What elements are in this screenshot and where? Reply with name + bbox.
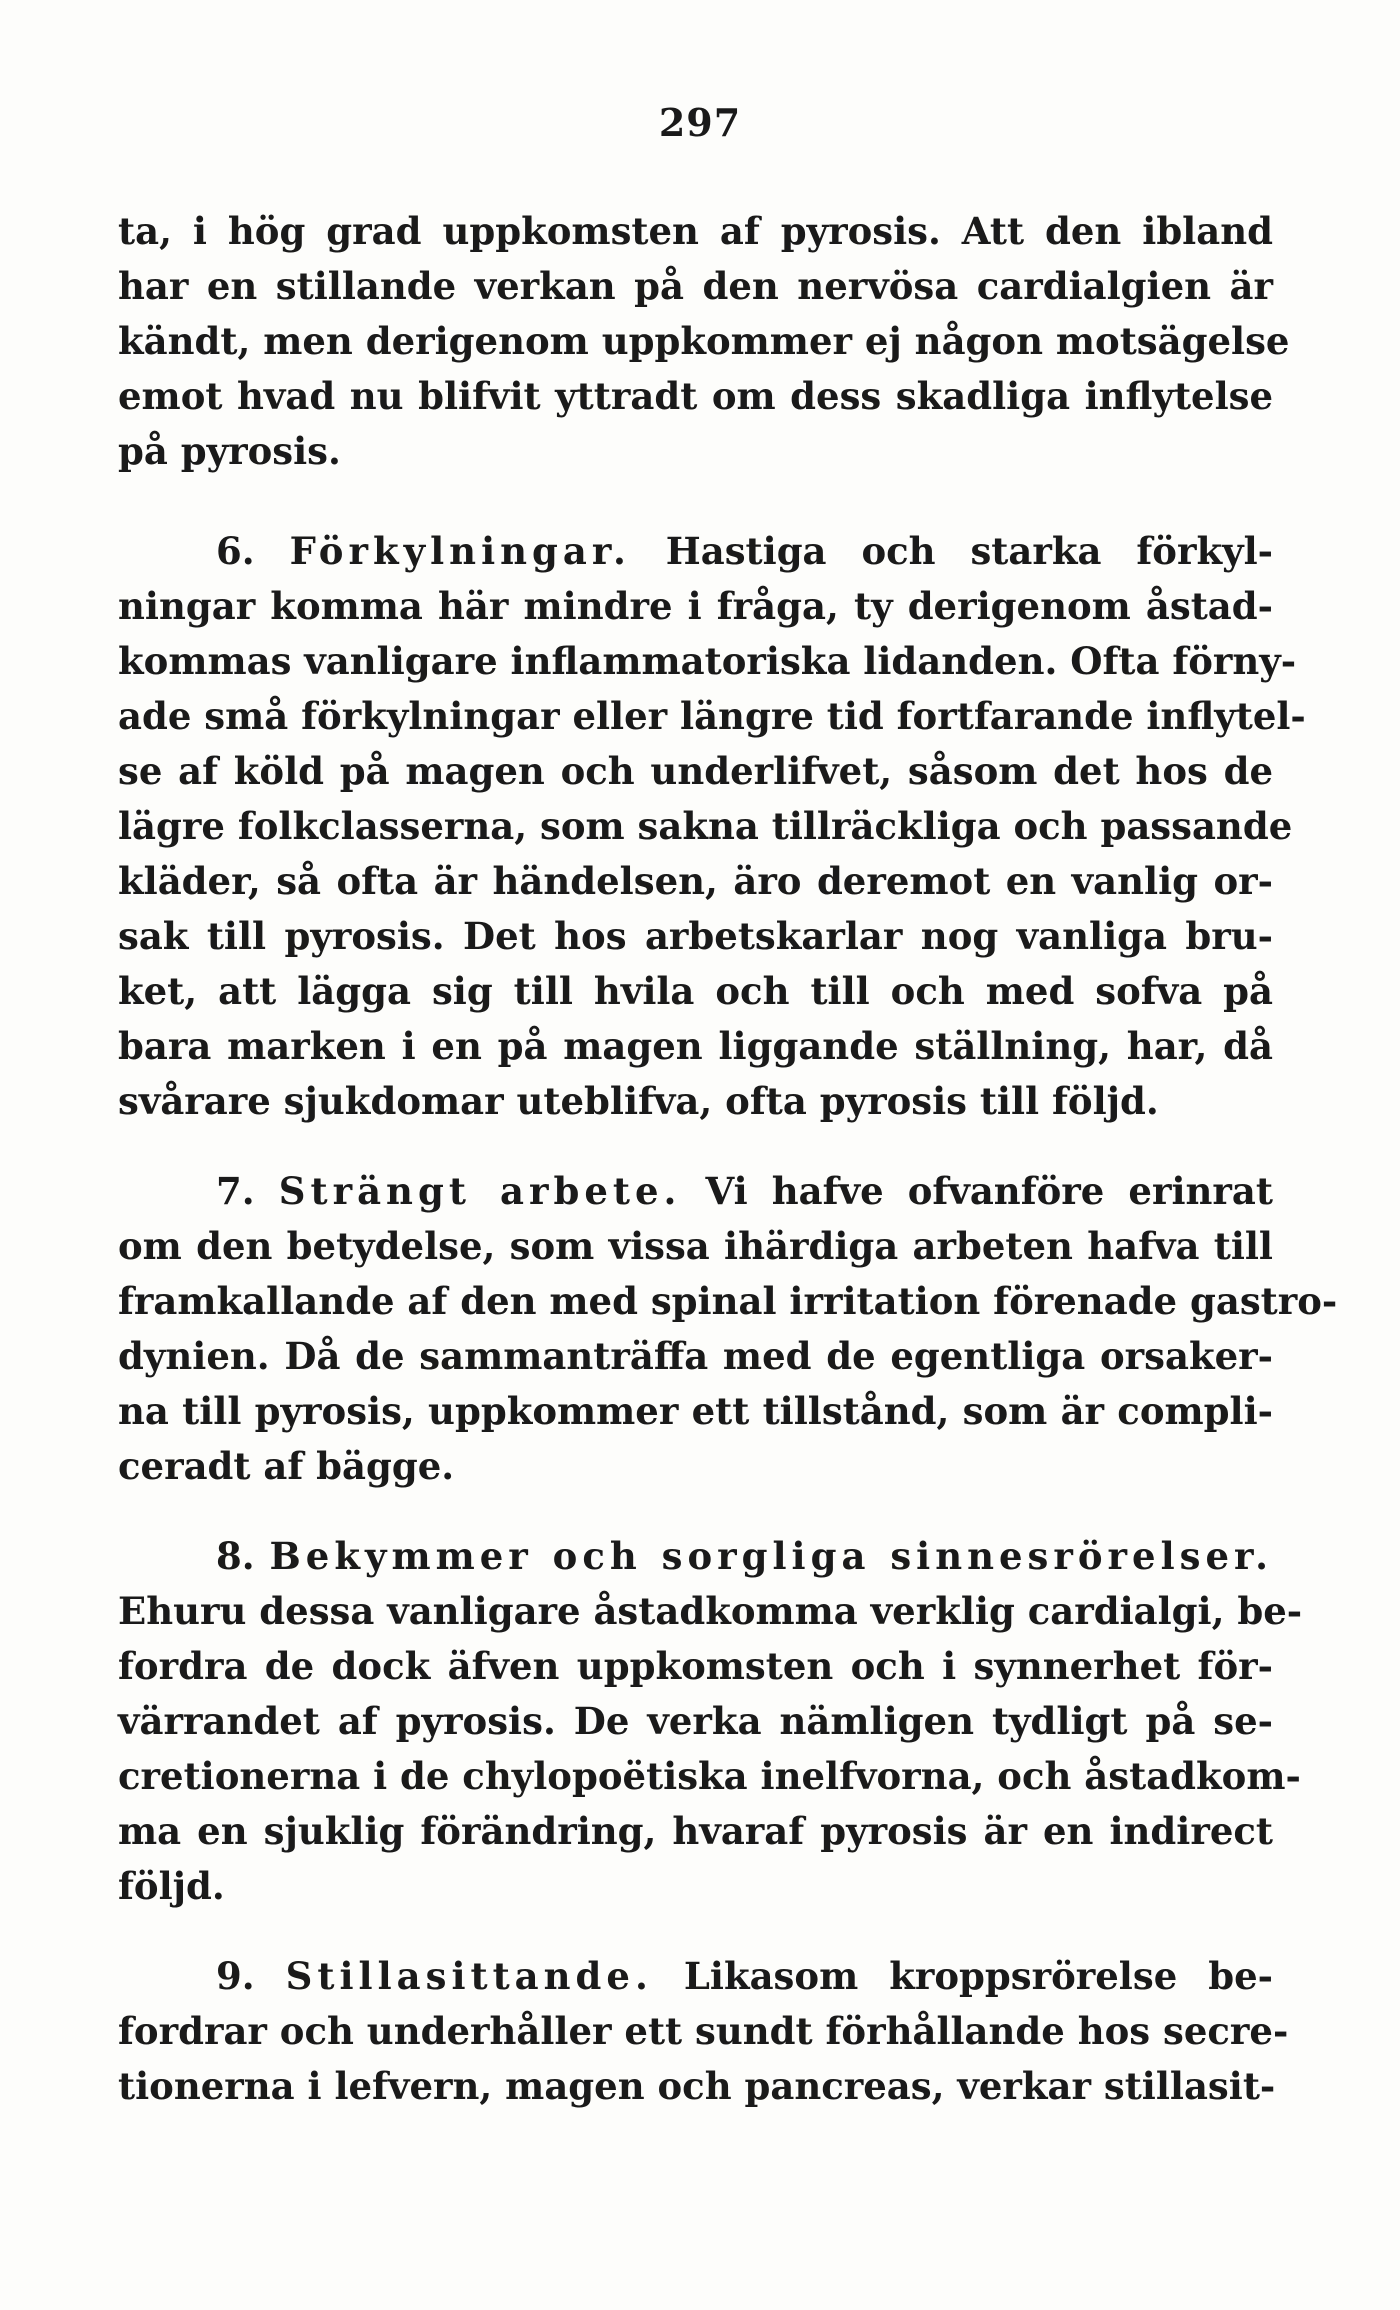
section-heading: Bekymmer och sorgliga sinnesrörelser. bbox=[269, 1534, 1273, 1578]
text-line: ceradt af bägge. bbox=[118, 1444, 455, 1488]
text-line: fordrar och underhåller ett sundt förhållande hos secre- bbox=[118, 2009, 1289, 2053]
section-first-line-text: Hastiga och starka förkyl- bbox=[665, 529, 1273, 573]
text-line: Ehuru dessa vanligare åstadkomma verklig cardialgi, be- bbox=[118, 1589, 1303, 1633]
text-line: svårare sjukdomar uteblifva, ofta pyrosis till följd. bbox=[118, 1079, 1159, 1123]
text-line: om den betydelse, som vissa ihärdiga arbeten hafva till bbox=[118, 1224, 1273, 1268]
section-number: 7. bbox=[216, 1169, 255, 1213]
text-line: ade små förkylningar eller längre tid fortfarande inflytel- bbox=[118, 694, 1306, 738]
text-line: sak till pyrosis. Det hos arbetskarlar nog vanliga bru- bbox=[118, 914, 1273, 958]
text-line: lägre folkclasserna, som sakna tillräckliga och passande bbox=[118, 804, 1293, 848]
text-line: kändt, men derigenom uppkommer ej någon motsägelse bbox=[118, 319, 1290, 363]
section-number: 9. bbox=[216, 1954, 255, 1998]
text-line: cretionerna i de chylopoëtiska inelfvorna, och åstadkom- bbox=[118, 1754, 1301, 1798]
text-line: emot hvad nu blifvit yttradt om dess skadliga inflytelse bbox=[118, 374, 1273, 418]
text-line: på pyrosis. bbox=[118, 429, 341, 473]
text-line: tionerna i lefvern, magen och pancreas, verkar stillasit- bbox=[118, 2064, 1276, 2108]
text-line: ma en sjuklig förändring, hvaraf pyrosis är en indirect bbox=[118, 1809, 1273, 1853]
text-line: har en stillande verkan på den nervösa cardialgien är bbox=[118, 264, 1273, 308]
text-line: värrandet af pyrosis. De verka nämligen tydligt på se- bbox=[118, 1699, 1273, 1743]
text-line: se af köld på magen och underlifvet, såsom det hos de bbox=[118, 749, 1273, 793]
text-line: framkallande af den med spinal irritation förenade gastro- bbox=[118, 1279, 1338, 1323]
section-number: 8. bbox=[216, 1534, 255, 1578]
section-7-first-line bbox=[216, 1165, 1273, 1217]
text-line: na till pyrosis, uppkommer ett tillstånd, som är compli- bbox=[118, 1389, 1273, 1433]
text-line: ta, i hög grad uppkomsten af pyrosis. Att den ibland bbox=[118, 209, 1273, 253]
text-line: bara marken i en på magen liggande ställning, har, då bbox=[118, 1024, 1273, 1068]
section-heading: Förkylningar. bbox=[289, 529, 631, 573]
section-heading: Strängt arbete. bbox=[278, 1169, 682, 1213]
section-6-first-line bbox=[216, 525, 1273, 577]
text-line: följd. bbox=[118, 1864, 225, 1908]
section-number: 6. bbox=[216, 529, 255, 573]
section-8-first-line bbox=[216, 1530, 1273, 1582]
text-line: kommas vanligare inflammatoriska lidanden. Ofta förny- bbox=[118, 639, 1297, 683]
text-line: ningar komma här mindre i fråga, ty derigenom åstad- bbox=[118, 584, 1273, 628]
section-first-line-text: Likasom kroppsrörelse be- bbox=[683, 1954, 1274, 1998]
section-first-line-text: Vi hafve ofvanföre erinrat bbox=[705, 1169, 1273, 1213]
page-number: 297 bbox=[658, 100, 742, 145]
text-line: kläder, så ofta är händelsen, äro deremot en vanlig or- bbox=[118, 859, 1273, 903]
text-line: fordra de dock äfven uppkomsten och i synnerhet för- bbox=[118, 1644, 1273, 1688]
section-heading: Stillasittande. bbox=[285, 1954, 653, 1998]
text-line: dynien. Då de sammanträffa med de egentliga orsaker- bbox=[118, 1334, 1273, 1378]
text-line: ket, att lägga sig till hvila och till och med sofva på bbox=[118, 969, 1273, 1013]
section-9-first-line bbox=[216, 1950, 1273, 2002]
